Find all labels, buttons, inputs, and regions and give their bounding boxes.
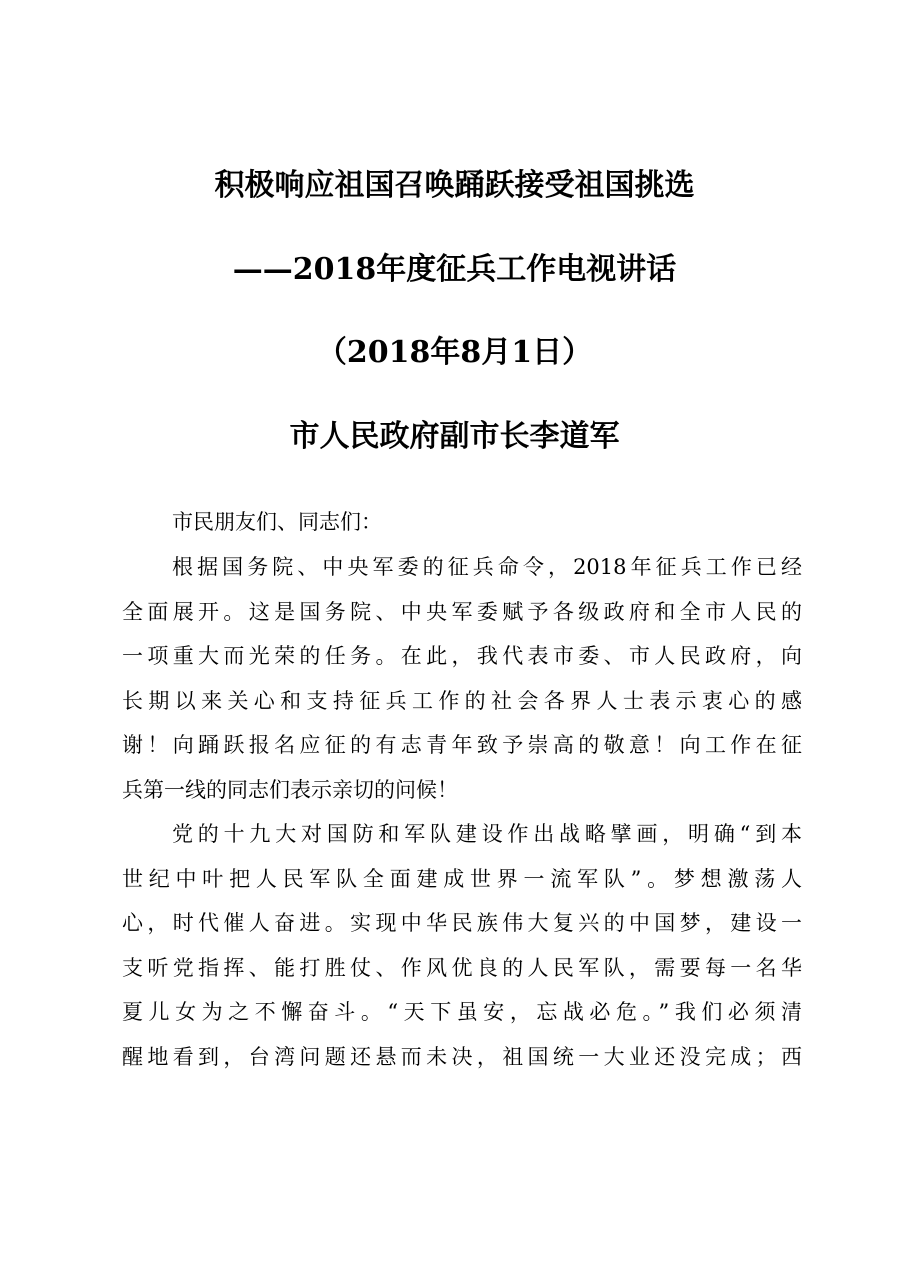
paragraph-line: 支听党指挥、能打胜仗、作风优良的人民军队，需要每一名华 bbox=[122, 955, 802, 980]
paragraph-1 bbox=[122, 545, 802, 812]
paragraph-2 bbox=[122, 812, 802, 1079]
paragraph-line: 谢！向踊跃报名应征的有志青年致予崇高的敬意！向工作在征 bbox=[122, 733, 802, 757]
paragraph-line: 醒地看到，台湾问题还悬而未决，祖国统一大业还没完成；西 bbox=[122, 1044, 802, 1069]
paragraph-line: 党的十九大对国防和军队建设作出战略擘画，明确“到本 bbox=[172, 822, 802, 846]
paragraph-line: 世纪中叶把人民军队全面建成世界一流军队”。梦想激荡人 bbox=[122, 866, 802, 891]
document-subtitle: ——2018年度征兵工作电视讲话 bbox=[232, 252, 677, 287]
paragraph-line: 一项重大而光荣的任务。在此，我代表市委、市人民政府，向 bbox=[122, 644, 802, 668]
paragraph-line: 夏儿女为之不懈奋斗。“天下虽安，忘战必危。”我们必须清 bbox=[122, 1000, 802, 1024]
greeting: 市民朋友们、同志们： bbox=[172, 510, 382, 534]
paragraph-line: 长期以来关心和支持征兵工作的社会各界人士表示衷心的感 bbox=[122, 688, 802, 713]
paragraph-line: 根据国务院、中央军委的征兵命令，2018年征兵工作已经 bbox=[172, 555, 802, 579]
document-speaker: 市人民政府副市长李道军 bbox=[289, 419, 620, 454]
document-date: （2018年8月1日） bbox=[316, 335, 593, 370]
paragraph-line: 心，时代催人奋进。实现中华民族伟大复兴的中国梦，建设一 bbox=[122, 911, 802, 935]
document-title: 积极响应祖国召唤踊跃接受祖国挑选 bbox=[214, 168, 695, 203]
paragraph-line: 全面展开。这是国务院、中央军委赋予各级政府和全市人民的 bbox=[122, 599, 802, 624]
paragraph-line: 兵第一线的同志们表示亲切的问候！ bbox=[122, 777, 458, 802]
